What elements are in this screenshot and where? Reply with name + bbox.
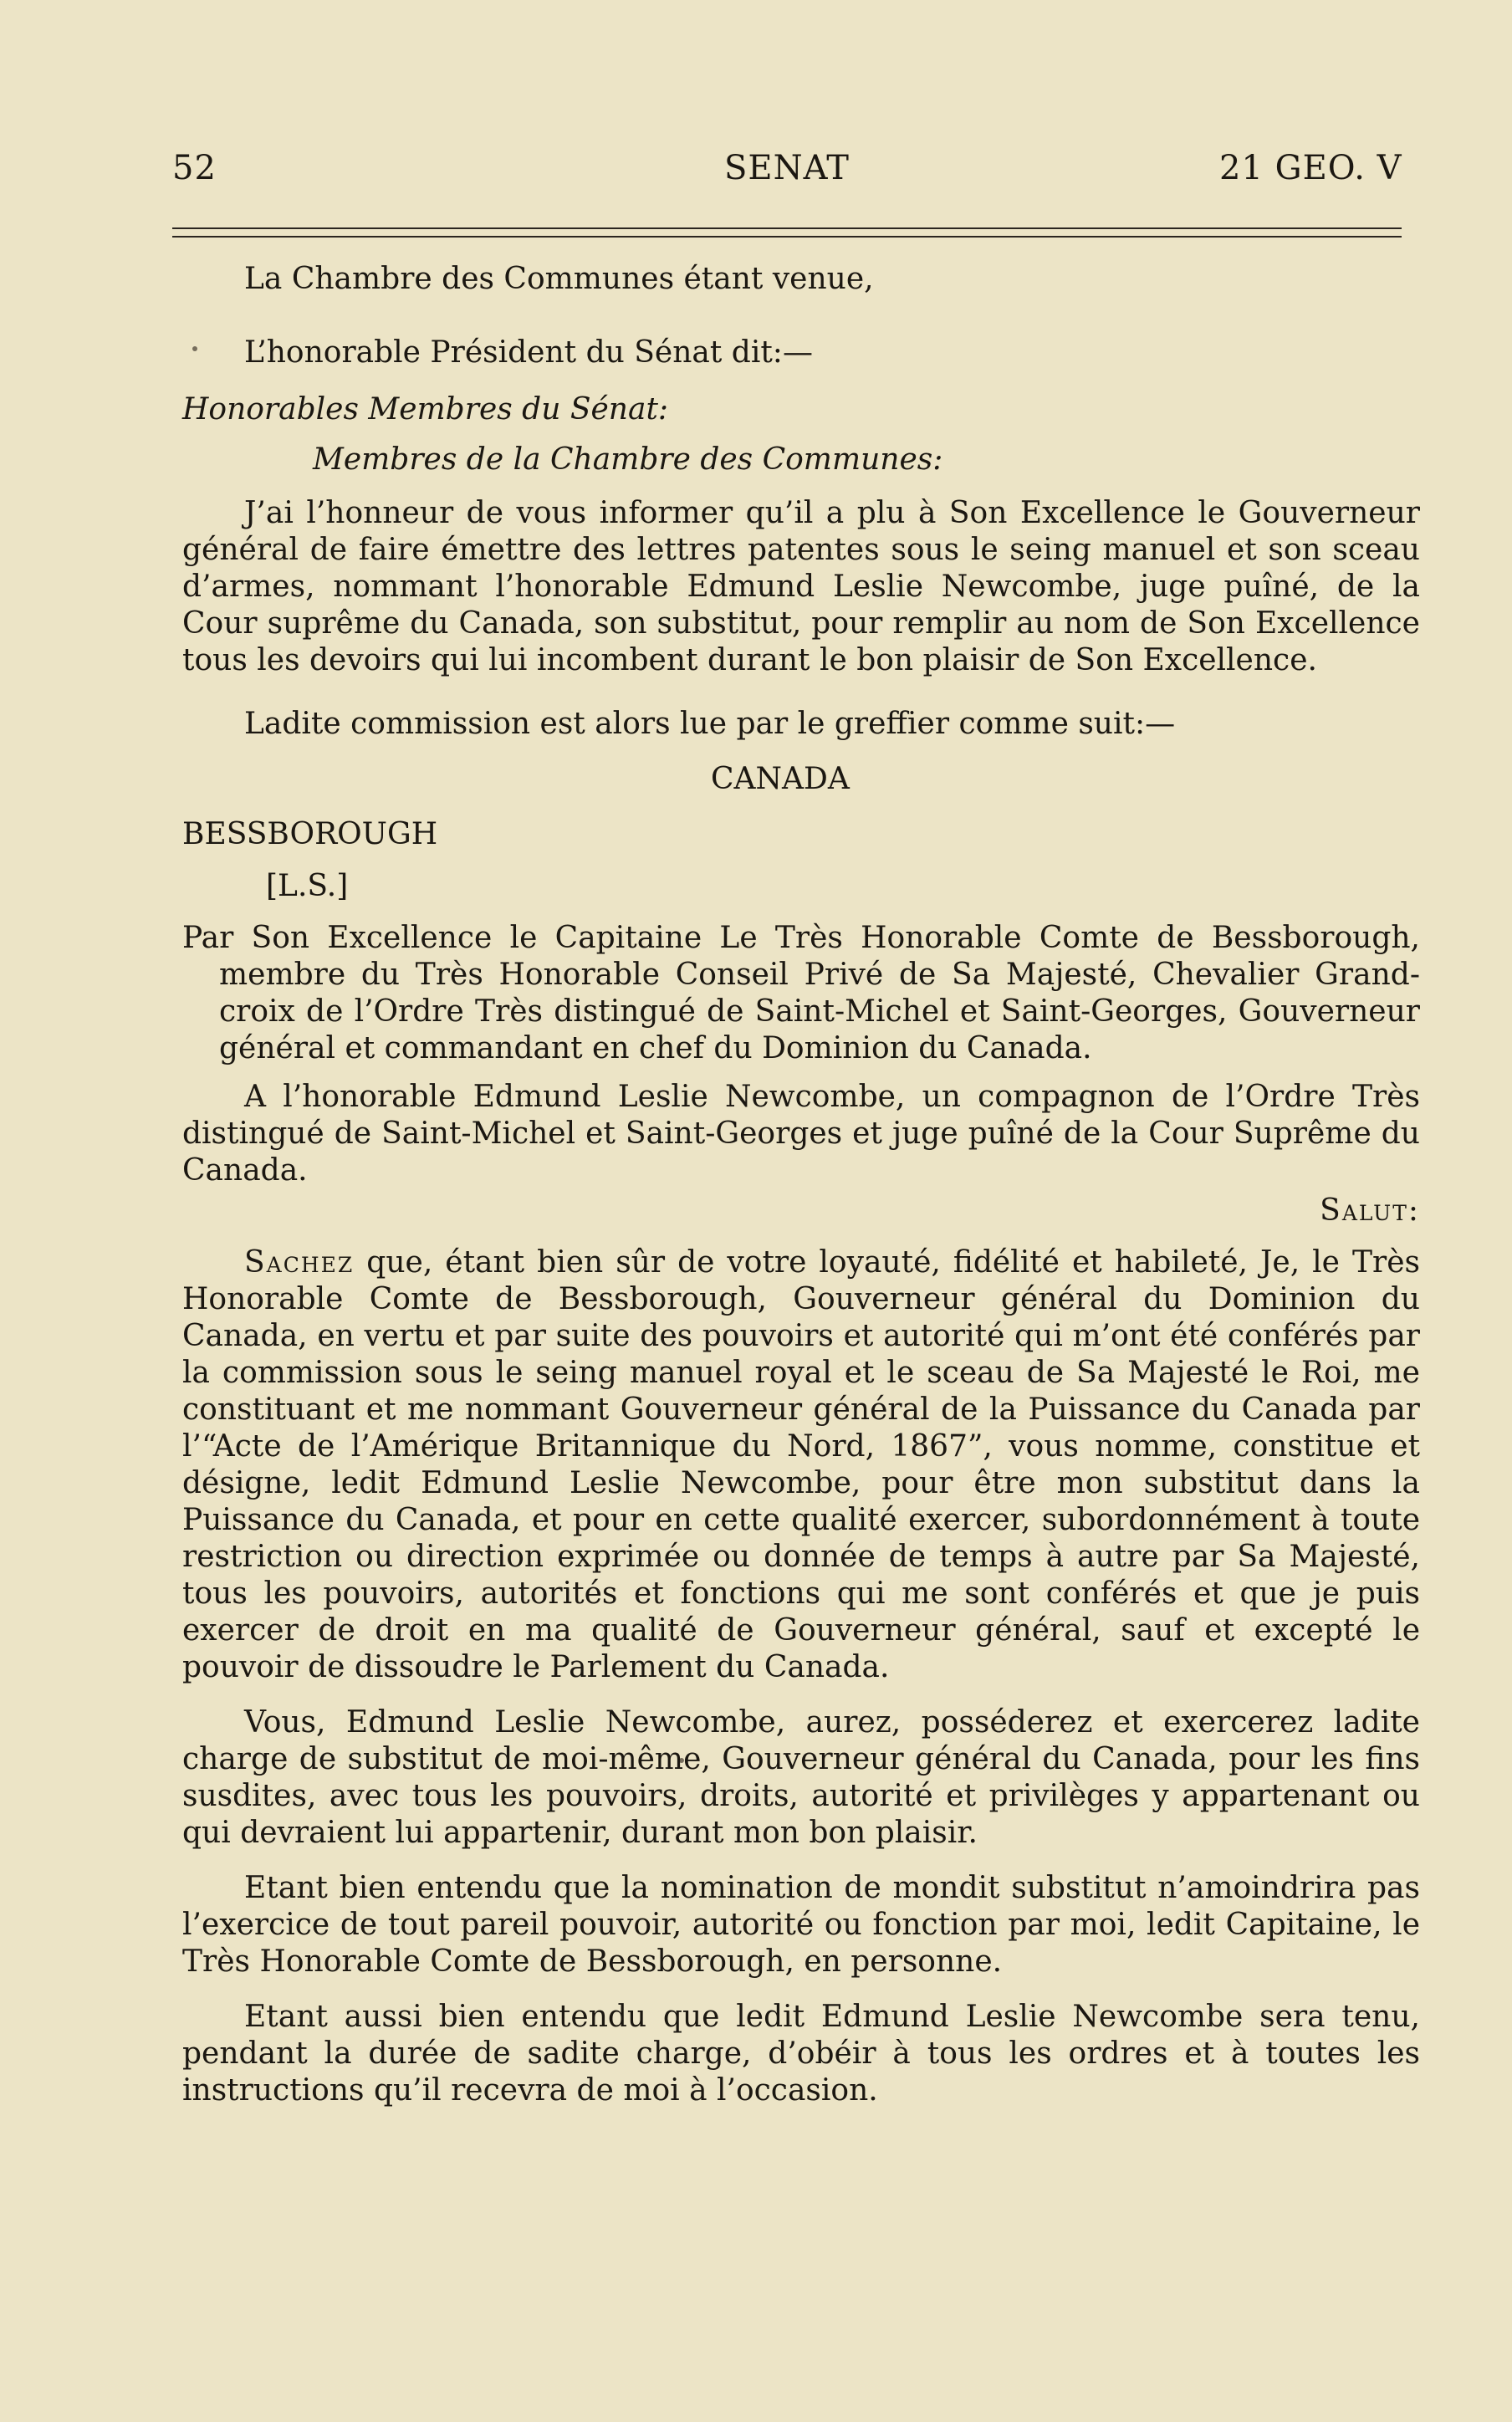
paragraph-commission-intro: Ladite commission est alors lue par le greffier comme suit:— xyxy=(244,707,1176,741)
salutation-commons: Membres de la Chambre des Communes: xyxy=(313,442,943,477)
sachez-body: que, étant bien sûr de votre loyauté, fidélité et habileté, Je, le Très Honorable Comte de Bessborough, Gouverneur général du Dominion du Canada, en vertu et par suite des pouvoirs et autorité qui m’ont été conférés par la commission sous le seing manuel royal et le sceau de Sa Majesté le Roi, me constituant et me nommant Gouverneur général de la Puissance du Canada par l’“Acte de l’Amérique Britannique du Nord, 1867”, vous nomme, constitue et désigne, ledit Edmund Leslie Newcombe, pour être mon substitut dans la Puissance du Canada, et pour en cette qualité exercer, subordonnément à toute restriction ou direction exprimée ou donnée de temps à autre par Sa Majesté, tous les pouvoirs, autorités et fonctions qui me sont conférés et que je puis exercer de droit en ma qualité de Gouverneur général, sauf et excepté le pouvoir de dissoudre le Parlement du Canada. xyxy=(182,1245,1420,1684)
header-rule-top xyxy=(172,227,1402,229)
salutation-senate: Honorables Membres du Sénat: xyxy=(182,392,669,427)
paragraph-etant-1: Etant bien entendu que la nomination de mondit substitut n’amoindrira pas l’exercice de tout pareil pouvoir, autorité ou fonction par moi, ledit Capitaine, le Très Honorable Comte de Bessborough, en personne. xyxy=(182,1871,1420,1979)
paragraph-par-son-excellence: Par Son Excellence le Capitaine Le Très Honorable Comte de Bessborough, membre du Très Honorable Conseil Privé de Sa Majesté, Chevalier Grand-croix de l’Ordre Très distingué de Saint-Michel et Saint-Georges, Gouverneur général et commandant en chef du Dominion du Canada. xyxy=(182,921,1420,1065)
sachez-lead: Sachez xyxy=(244,1245,355,1280)
signature-bessborough: BESSBOROUGH xyxy=(182,817,438,851)
heading-canada: CANADA xyxy=(711,762,850,796)
running-head-title: SENAT xyxy=(724,149,850,187)
header-rule-bottom xyxy=(172,236,1402,238)
paragraph-etant-2: Etant aussi bien entendu que ledit Edmund Leslie Newcombe sera tenu, pendant la durée de sadite charge, d’obéir à tous les ordres et à toutes les instructions qu’il recevra de moi à l’occasion. xyxy=(182,2000,1420,2108)
paragraph-arrival: La Chambre des Communes étant venue, xyxy=(244,262,874,296)
running-head-session: 21 GEO. V xyxy=(1219,149,1402,187)
paragraph-president: L’honorable Président du Sénat dit:— xyxy=(244,335,813,370)
paragraph-sachez xyxy=(182,1244,1420,1686)
paragraph-addressee: A l’honorable Edmund Leslie Newcombe, un compagnon de l’Ordre Très distingué de Saint-Michel et Saint-Georges et juge puîné de la Cour Suprême du Canada. xyxy=(182,1080,1420,1188)
page-number: 52 xyxy=(172,149,217,187)
salutation-salut: Salut: xyxy=(1320,1193,1420,1228)
seal-ls: [L.S.] xyxy=(266,869,349,903)
paragraph-announcement: J’ai l’honneur de vous informer qu’il a plu à Son Excellence le Gouverneur général de faire émettre des lettres patentes sous le seing manuel et son sceau d’armes, nommant l’honorable Edmund Leslie Newcombe, juge puîné, de la Cour suprême du Canada, son substitut, pour remplir au nom de Son Excellence tous les devoirs qui lui incombent durant le bon plaisir de Son Excellence. xyxy=(182,496,1420,677)
paragraph-vous: Vous, Edmund Leslie Newcombe, aurez, posséderez et exercerez ladite charge de substitut de moi-même, Gouverneur général du Canada, pour les fins susdites, avec tous les pouvoirs, droits, autorité et privilèges y appartenant ou qui devraient lui appartenir, durant mon bon plaisir. xyxy=(182,1705,1420,1850)
document-body xyxy=(182,261,1420,2109)
